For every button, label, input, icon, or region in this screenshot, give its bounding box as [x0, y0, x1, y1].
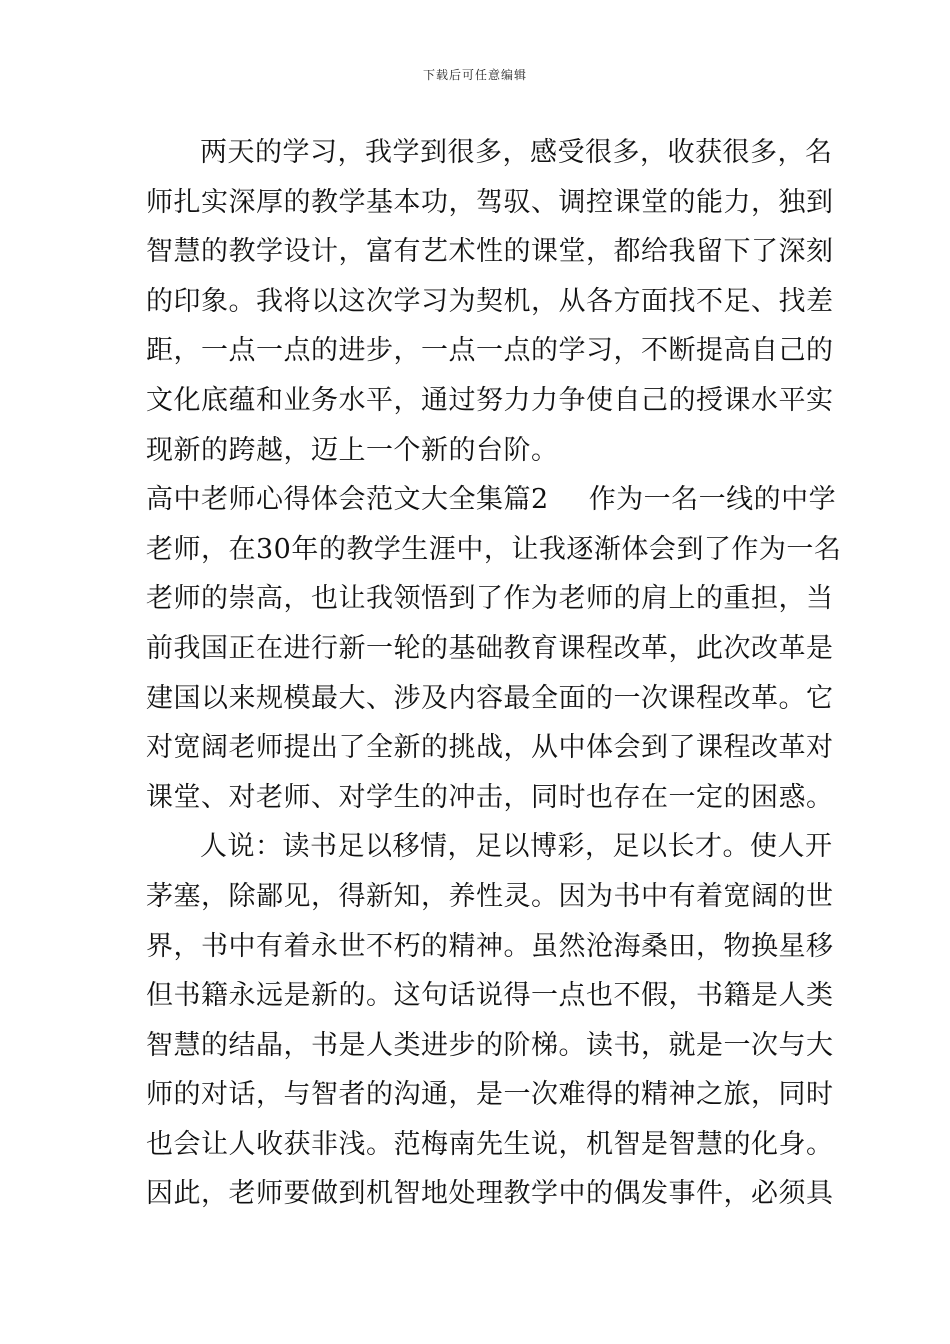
text-line: 也会让人收获非浅。范梅南先生说，机智是智慧的化身。 — [146, 1128, 834, 1160]
paragraph-1 — [146, 128, 834, 475]
paragraph-2 — [146, 475, 842, 822]
paragraph-3 — [146, 822, 834, 1219]
text-line: 师的对话，与智者的沟通，是一次难得的精神之旅，同时 — [146, 1079, 834, 1111]
text-line: 文化底蕴和业务水平，通过努力力争使自己的授课水平实 — [146, 384, 834, 416]
section-heading-line — [146, 475, 837, 525]
text-line: 人说：读书足以移情，足以博彩，足以长才。使人开 — [200, 831, 833, 863]
text-line: 老师的崇高，也让我领悟到了作为老师的肩上的重担，当 — [146, 583, 834, 615]
text-line: 智慧的结晶，书是人类进步的阶梯。读书，就是一次与大 — [146, 1029, 834, 1061]
text-line: 因此，老师要做到机智地处理教学中的偶发事件，必须具 — [146, 1178, 834, 1210]
text-line: 现新的跨越，迈上一个新的台阶。 — [146, 434, 559, 466]
text-line: 茅塞，除鄙见，得新知，养性灵。因为书中有着宽阔的世 — [146, 880, 834, 912]
section-heading: 高中老师心得体会范文大全集篇2 — [146, 484, 549, 516]
text-line: 前我国正在进行新一轮的基础教育课程改革，此次改革是 — [146, 632, 834, 664]
text-line: 老师，在30年的教学生涯中，让我逐渐体会到了作为一名 — [146, 533, 842, 565]
text-line: 界，书中有着永世不朽的精神。虽然沧海桑田，物换星移 — [146, 930, 834, 962]
text-line: 建国以来规模最大、涉及内容最全面的一次课程改革。它 — [146, 682, 834, 714]
text-line: 师扎实深厚的教学基本功，驾驭、调控课堂的能力，独到 — [146, 186, 834, 218]
document-body — [146, 128, 842, 1219]
text-line: 对宽阔老师提出了全新的挑战，从中体会到了课程改革对 — [146, 732, 834, 764]
text-line: 但书籍永远是新的。这句话说得一点也不假，书籍是人类 — [146, 980, 834, 1012]
text-line-rest: 作为一名一线的中学 — [588, 484, 837, 516]
page-header-note: 下载后可任意编辑 — [422, 68, 527, 82]
text-line: 距，一点一点的进步，一点一点的学习，不断提高自己的 — [146, 335, 834, 367]
text-line: 课堂、对老师、对学生的冲击，同时也存在一定的困惑。 — [146, 781, 834, 813]
text-line: 两天的学习，我学到很多，感受很多，收获很多，名 — [200, 137, 833, 168]
text-line: 智慧的教学设计，富有艺术性的课堂，都给我留下了深刻 — [146, 236, 834, 268]
text-line: 的印象。我将以这次学习为契机，从各方面找不足、找差 — [146, 285, 834, 317]
